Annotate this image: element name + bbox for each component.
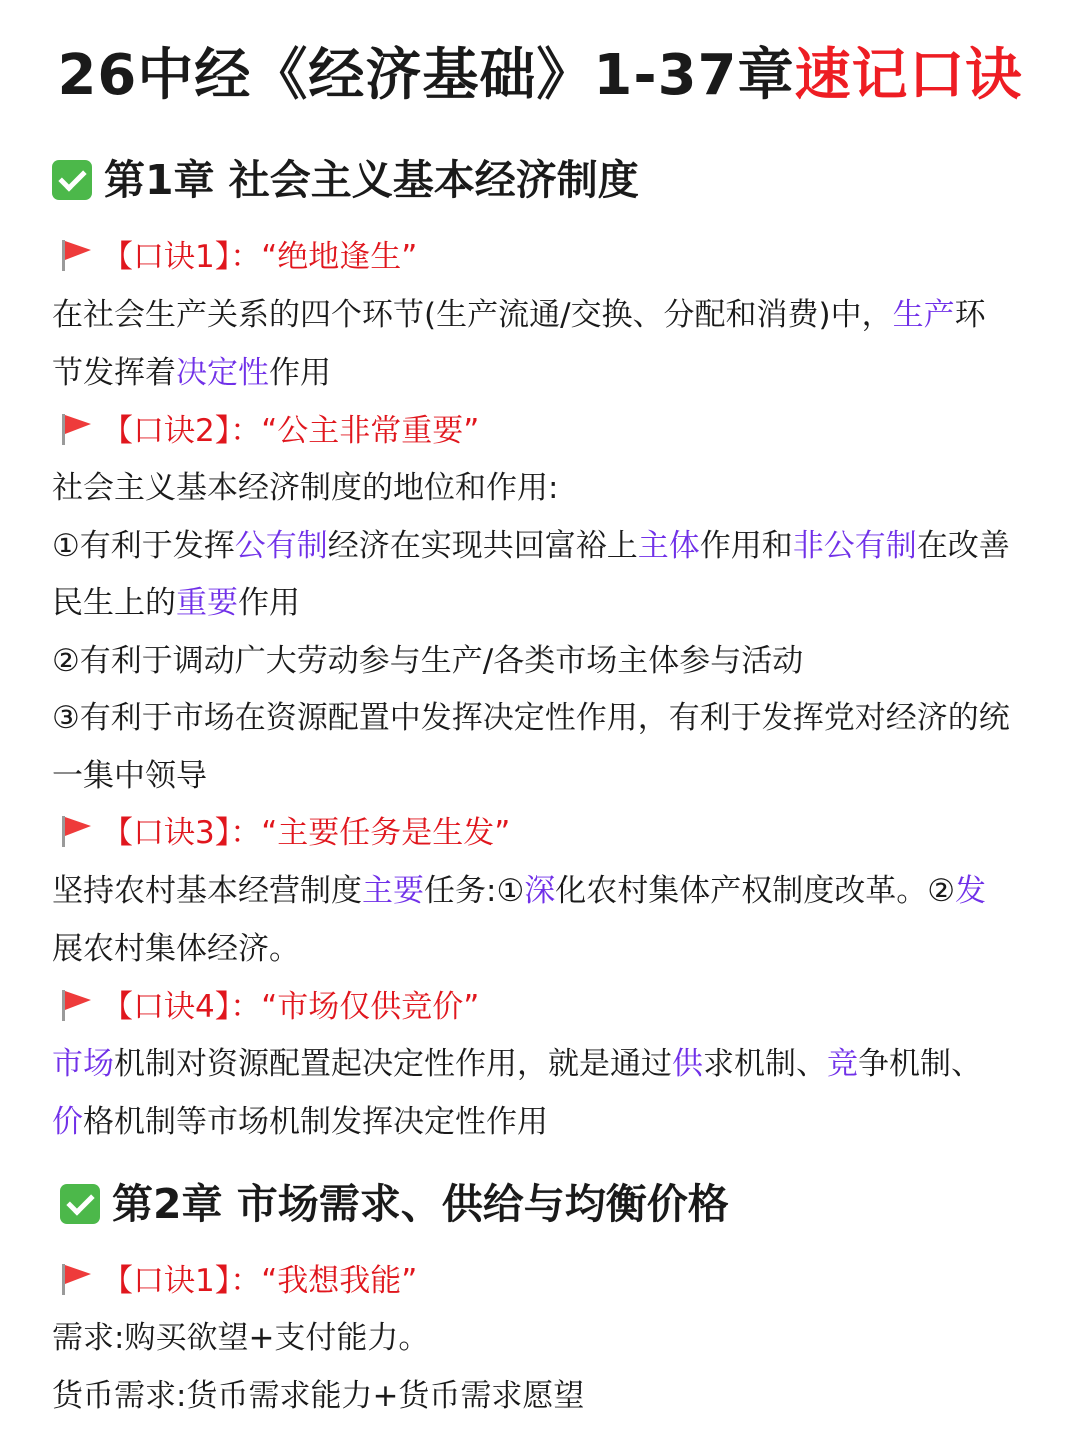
highlight-text: 非公有制 (792, 527, 917, 564)
text-line (52, 1310, 1012, 1368)
chapter-title: 第1章 社会主义基本经济制度 (104, 156, 639, 204)
highlight-text: 价 (52, 1103, 83, 1140)
page-title (0, 36, 1080, 116)
title-main: 26中经《经济基础》1-37章 (57, 43, 795, 108)
paragraph (52, 1310, 1012, 1425)
chapter-title: 第2章 市场需求、供给与均衡价格 (112, 1180, 729, 1228)
tip-label: 【口诀1】：“绝地逢生” (102, 239, 418, 275)
text-line (52, 863, 1012, 978)
red-flag-icon (58, 987, 94, 1023)
body-text: ③有利于市场在资源配置中发挥决定性作用，有利于发挥党对经济的统一集中领导 (52, 700, 1010, 794)
paragraph (52, 460, 1012, 805)
body-text: 格机制等市场机制发挥决定性作用 (83, 1103, 548, 1140)
body-text: 在改善民生上的 (52, 527, 1010, 621)
body-text: 求机制、 (703, 1046, 827, 1082)
text-line (52, 690, 1012, 805)
body-text: 作用 (269, 354, 331, 391)
mnemonic-tip-1 (58, 232, 417, 282)
highlight-text: 决定性 (176, 354, 269, 391)
body-text: 坚持农村基本经营制度 (52, 873, 362, 909)
text-line (52, 633, 1012, 691)
mnemonic-tip-3 (58, 808, 510, 858)
paragraph (52, 287, 1012, 402)
mnemonic-tip-5 (58, 1256, 417, 1306)
highlight-text: 主要 (362, 873, 424, 909)
chapter-heading-1 (52, 150, 639, 210)
text-line (52, 1036, 1012, 1151)
red-flag-icon (58, 813, 94, 849)
body-text: 争机制、 (858, 1046, 982, 1082)
text-line (52, 287, 1012, 402)
body-text: ②有利于调动广大劳动参与生产/各类市场主体参与活动 (52, 642, 804, 679)
highlight-text: 发 (955, 873, 987, 909)
mnemonic-tip-4 (58, 982, 479, 1032)
body-text: 经济在实现共回富裕上 (327, 527, 638, 564)
highlight-text: 供 (672, 1046, 703, 1082)
tip-label: 【口诀1】：“我想我能” (102, 1263, 418, 1299)
body-text: ①有利于发挥 (52, 527, 235, 564)
body-text: 化农村集体产权制度改革。② (555, 873, 956, 909)
paragraph (52, 1036, 1012, 1151)
body-text: 货币需求:货币需求能力+货币需求愿望 (52, 1377, 585, 1414)
body-text: 需求:购买欲望+支付能力。 (52, 1320, 430, 1356)
check-box-icon (60, 1184, 100, 1224)
red-flag-icon (58, 411, 94, 447)
paragraph (52, 863, 1012, 978)
tip-label: 【口诀3】：“主要任务是生发” (102, 815, 511, 851)
body-text: 任务:① (424, 873, 525, 909)
body-text: 在社会生产关系的四个环节(生产流通/交换、分配和消费)中， (52, 297, 893, 333)
red-flag-icon (58, 237, 94, 273)
highlight-text: 深 (524, 873, 556, 909)
highlight-text: 竞 (827, 1046, 858, 1082)
chapter-heading-2 (60, 1174, 729, 1234)
text-line (52, 1368, 1012, 1426)
body-text: 社会主义基本经济制度的地位和作用: (52, 470, 559, 506)
title-accent: 速记口诀 (794, 43, 1023, 108)
tip-label: 【口诀4】：“市场仅供竞价” (102, 989, 480, 1025)
check-box-icon (52, 160, 92, 200)
body-text: 展农村集体经济。 (52, 930, 300, 967)
text-line (52, 460, 1012, 518)
body-text: 机制对资源配置起决定性作用，就是通过 (114, 1046, 672, 1082)
body-text: 环节发挥着 (52, 297, 986, 391)
body-text: 作用 (238, 585, 300, 621)
body-text: 作用和 (699, 527, 793, 564)
highlight-text: 主体 (637, 527, 700, 564)
tip-label: 【口诀2】：“公主非常重要” (102, 413, 480, 449)
red-flag-icon (58, 1261, 94, 1297)
mnemonic-tip-2 (58, 406, 479, 456)
highlight-text: 重要 (176, 585, 238, 621)
highlight-text: 生产 (892, 297, 955, 333)
highlight-text: 市场 (52, 1046, 114, 1082)
text-line (52, 518, 1012, 633)
highlight-text: 公有制 (234, 527, 328, 564)
